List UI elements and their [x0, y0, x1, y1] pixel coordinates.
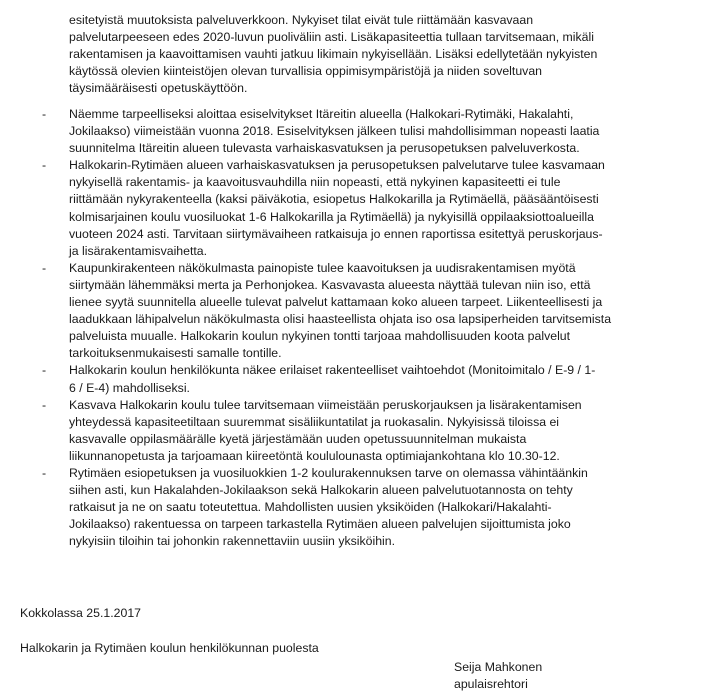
bullet-dash: -: [42, 158, 47, 173]
text-line: laadukkaan lähipalvelun näkökulmasta olisi haasteellista ohjata iso osa lapsiperheiden tarvitsemista: [69, 312, 612, 327]
bullet-dash: -: [42, 260, 47, 275]
text-line: palvelutarpeeseen edes 2020-luvun puoliväliin asti. Lisäkapasiteettia tullaan tarvitsemaan, mikäli: [69, 30, 594, 45]
text-line: kolmisarjainen koulu vuosiluokat 1-6 Halkokarilla ja Rytimäellä) ja nykyisillä oppilaaksiottoalueilla: [69, 209, 594, 224]
list-item: [0, 157, 694, 260]
place-date: Kokkolassa 25.1.2017: [20, 606, 142, 620]
bullet-list: [0, 106, 711, 550]
text-line: vuoteen 2024 asti. Tarvitaan siirtymävaiheen ratkaisuja jo ennen raportissa esitettyä peruskorjaus-: [69, 226, 603, 241]
text-line: riittämään nykyrakenteella (kaksi päiväkotia, esiopetus Halkokarilla ja Rytimäellä, pääsääntöisesti: [69, 192, 599, 207]
signature-block: [454, 659, 542, 693]
text-line: ratkaisut ja ne on saatu toteutettua. Mahdollisten uusien yksiköiden (Halkokari/Hakalahti-: [69, 500, 552, 515]
list-item: [0, 465, 694, 550]
bullet-dash: -: [42, 397, 47, 412]
text-line: ja lisärakentamisvaihetta.: [69, 243, 208, 258]
text-line: nykyisiin tiloihin tai johonkin rakennettaviin uusiin yksiköihin.: [69, 534, 396, 549]
text-line: rakentamisen ja kaavoittamisen vauhti jatkuu likimain nykyisellään. Lisäksi edellytetään nykyisten: [69, 47, 598, 62]
text-line: täysimääräisesti opetuskäyttöön.: [69, 81, 248, 96]
text-line: Kasvava Halkokarin koulu tulee tarvitsemaan viimeistään peruskorjauksen ja lisärakentamisen: [69, 397, 582, 412]
bullet-dash: -: [42, 363, 47, 378]
signer-name: Seija Mahkonen: [454, 660, 543, 674]
text-line: esitetyistä muutoksista palveluverkkoon. Nykyiset tilat eivät tule riittämään kasvavaan: [69, 13, 534, 27]
text-line: lienee syytä suunnitella alueelle tulevat palvelut kattamaan koko alueen tarpeet. Liikenteellisesti ja: [69, 295, 603, 310]
text-line: Halkokarin-Rytimäen alueen varhaiskasvatuksen ja perusopetuksen palvelutarve tulee kasvamaan: [69, 158, 605, 173]
signoff-line: Halkokarin ja Rytimäen koulun henkilökunnan puolesta: [20, 641, 319, 655]
text-line: Rytimäen esiopetuksen ja vuosiluokkien 1-2 koulurakennuksen tarve on olemassa vähintäänkin: [69, 465, 588, 480]
text-line: palveluista muualle. Halkokarin koulun nykyinen tontti tarjoaa mahdollisuuden koota palvelut: [69, 329, 571, 344]
intro-paragraph: [69, 12, 694, 97]
list-item: [0, 106, 694, 157]
text-line: yhteydessä kapasiteetiltaan suuremmat sisäliikuntatilat ja ruokasalin. Nykyisissä tiloissa ei: [69, 414, 560, 429]
text-line: Kaupunkirakenteen näkökulmasta painopiste tulee kaavoituksen ja uudisrakentamisen myötä: [69, 260, 576, 275]
text-line: Jokilaakso) rakentuessa on tarpeen tarkastella Rytimäen alueen palvelujen sijoittumista joko: [69, 517, 571, 532]
text-line: liikunnanopetusta ja tarjoamaan kiireetöntä koululounasta optimiajankohtana klo 10.30-12.: [69, 448, 560, 463]
bullet-dash: -: [42, 107, 47, 121]
signer-title: apulaisrehtori: [454, 677, 528, 692]
text-line: käytössä olevien kiinteistöjen olevan turvallisia oppimisympäristöjä ja niiden soveltuvan: [69, 64, 542, 79]
bullet-dash: -: [42, 465, 47, 480]
list-item: [0, 260, 694, 363]
text-line: Jokilaakso) viimeistään vuonna 2018. Esiselvityksen jälkeen tulisi mahdollisimman nopeasti laatia: [69, 124, 600, 139]
text-line: 6 / E-4) mahdolliseksi.: [69, 380, 190, 395]
list-item: [0, 397, 694, 465]
text-line: Halkokarin koulun henkilökunta näkee erilaiset rakenteelliset vaihtoehdot (Monitoimitalo / E-9 / 1-: [69, 363, 596, 378]
text-line: kasvavalle oppilasmäärälle kyetä järjestämään uuden opetussuunnitelman mukaista: [69, 431, 527, 446]
text-line: tarkoituksenmukaisesti samalle tontille.: [69, 346, 282, 361]
text-line: siihen asti, kun Hakalahden-Jokilaakson sekä Halkokarin alueen palvelutuotannosta on tehty: [69, 483, 573, 498]
text-line: siirtymään lähemmäksi merta ja Perhonjokea. Kasvavasta alueesta näyttää tulevan niin iso, että: [69, 277, 591, 292]
text-line: suunnitelma Itäreitin alueen tulevasta varhaiskasvatuksen ja perusopetuksen palveluverkosta.: [69, 141, 580, 156]
text-line: nykyisellä rakentamis- ja kaavoitusvauhdilla niin nopeasti, että nykyinen kapasiteetti ei tule: [69, 175, 561, 190]
list-item: [0, 362, 694, 396]
text-line: Näemme tarpeelliseksi aloittaa esiselvitykset Itäreitin alueella (Halkokari-Rytimäki, Hakalahti,: [69, 107, 574, 121]
